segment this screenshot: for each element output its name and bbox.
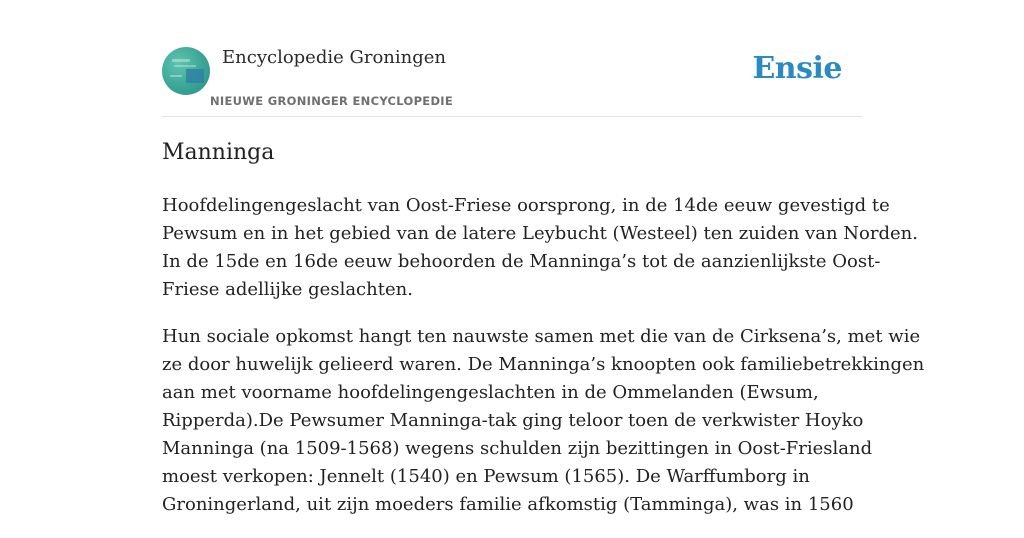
ensie-brand-logo[interactable]: Ensie <box>752 51 842 86</box>
paragraph-line: Hun sociale opkomst hangt ten nauwste samen met die van de Cirksena’s, met wie <box>162 326 921 347</box>
paragraph-line: Hoofdelingengeslacht van Oost-Friese oorsprong, in de 14de eeuw gevestigd te <box>162 195 890 216</box>
article-body <box>162 192 925 538</box>
paragraph-line: Friese adellijke geslachten. <box>162 279 413 300</box>
paragraph-line: ze door huwelijk gelieerd waren. De Manninga’s knoopten ook familiebetrekkingen <box>162 354 925 375</box>
paragraph-line: Groningerland, uit zijn moeders familie afkomstig (Tamminga), was in 1560 <box>162 494 854 515</box>
site-subtitle: NIEUWE GRONINGER ENCYCLOPEDIE <box>210 94 454 108</box>
paragraph-line: In de 15de en 16de eeuw behoorden de Manninga’s tot de aanzienlijkste Oost- <box>162 251 881 272</box>
paragraph-line: moest verkopen: Jennelt (1540) en Pewsum (1565). De Warffumborg in <box>162 466 810 487</box>
encyclopedia-logo-icon[interactable] <box>162 47 210 95</box>
paragraph-line: Ripperda).De Pewsumer Manninga-tak ging teloor toen de verkwister Hoyko <box>162 410 864 431</box>
paragraph-line: aan met voorname hoofdelingengeslachten in de Ommelanden (Ewsum, <box>162 382 819 403</box>
article-paragraph <box>162 192 918 304</box>
article-title: Manninga <box>162 140 275 165</box>
site-title[interactable]: Encyclopedie Groningen <box>222 47 447 68</box>
article-paragraph <box>162 323 925 519</box>
paragraph-line: Manninga (na 1509-1568) wegens schulden zijn bezittingen in Oost-Friesland <box>162 438 873 459</box>
site-header <box>162 40 862 117</box>
paragraph-line: Pewsum en in het gebied van de latere Leybucht (Westeel) ten zuiden van Norden. <box>162 223 918 244</box>
